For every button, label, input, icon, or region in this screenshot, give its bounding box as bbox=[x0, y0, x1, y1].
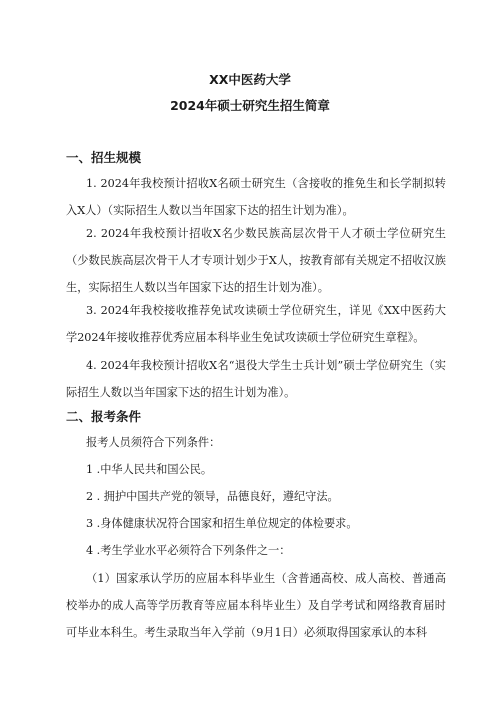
university-name: XX中医药大学 bbox=[209, 72, 291, 87]
scale-paragraph-1: 1. 2024年我校预计招收X名硕士研究生（含接收的推免生和长学制拟转入X人）（实际招生人数以当年国家下达的招生计划为准）。 bbox=[66, 177, 446, 217]
requirement-item-1: 1 .中华人民共和国公民。 bbox=[86, 463, 213, 476]
document-title: 2024年硕士研究生招生简章 bbox=[170, 98, 330, 113]
section-heading-requirements: 二、报考条件 bbox=[66, 409, 142, 424]
requirement-sub-paragraph: （1）国家承认学历的应届本科毕业生（含普通高校、成人高校、普通高校举办的成人高等学历教育等应届本科毕业生）及自学考试和网络教育届时可毕业本科生。考生录取当年入学前（9月1日）必须取得国家承认的本科 bbox=[66, 572, 446, 639]
scale-paragraph-4: 4. 2024年我校预计招收X名“退役大学生士兵计划”硕士学位研究生（实际招生人数以当年国家下达的招生计划为准）。 bbox=[66, 359, 446, 399]
requirement-item-4: 4 .考生学业水平必须符合下列条件之一： bbox=[86, 544, 291, 557]
requirement-item-2: 2 . 拥护中国共产党的领导，品德良好，遵纪守法。 bbox=[86, 490, 339, 503]
requirement-item-3: 3 .身体健康状况符合国家和招生单位规定的体检要求。 bbox=[86, 517, 358, 530]
scale-paragraph-3: 3. 2024年我校接收推荐免试攻读硕士学位研究生，详见《XX中医药大学2024年接收推荐优秀应届本科毕业生免试攻读硕士学位研究生章程》。 bbox=[66, 304, 446, 344]
section-heading-scale: 一、招生规模 bbox=[66, 150, 142, 165]
requirements-intro: 报考人员须符合下列条件： bbox=[86, 436, 221, 449]
scale-paragraph-2: 2. 2024年我校预计招收X名少数民族高层次骨干人才硕士学位研究生（少数民族高层次骨干人才专项计划少于X人，按教育部有关规定不招收汉族生，实际招生人数以当年国家下达的招生计划为准）。 bbox=[66, 227, 446, 294]
